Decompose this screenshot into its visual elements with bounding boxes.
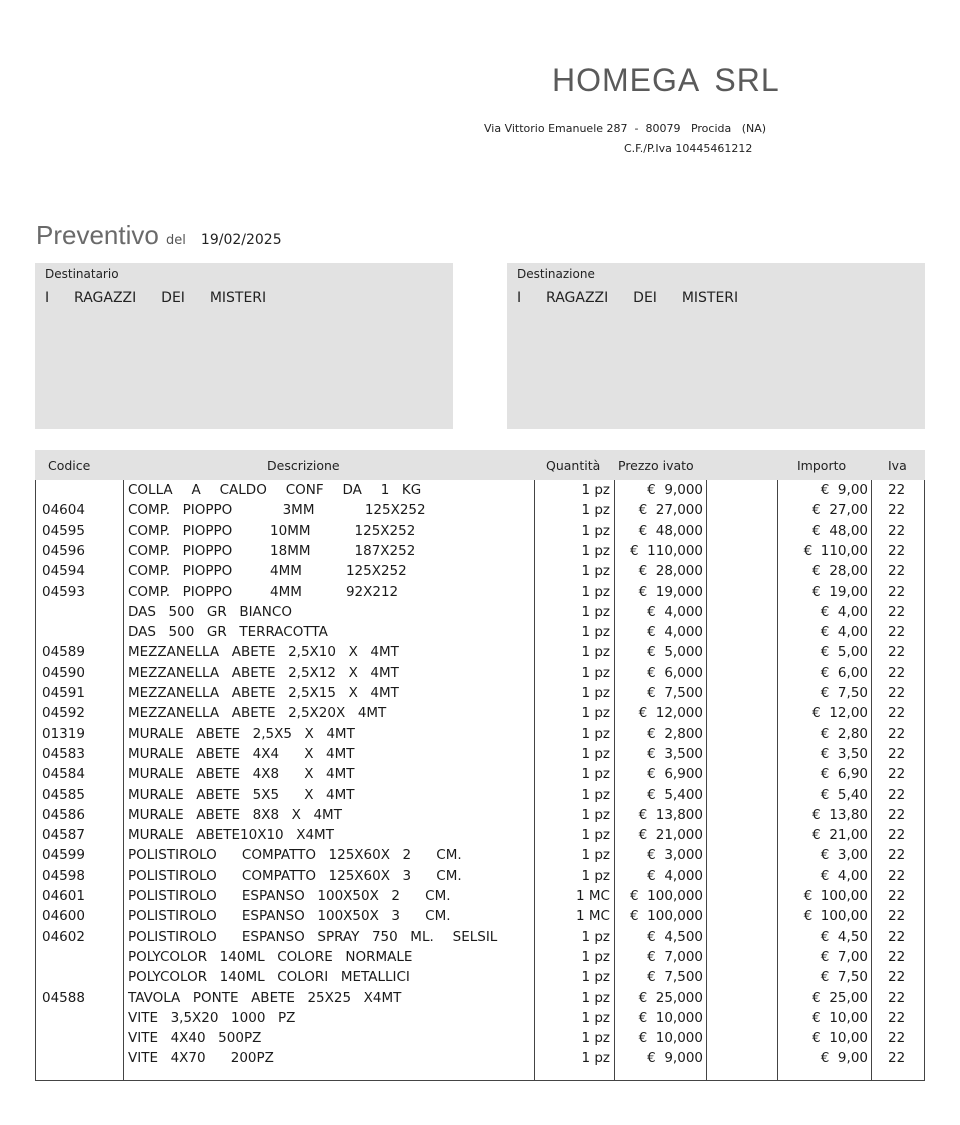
item-code: 04583 <box>42 745 85 762</box>
table-row <box>36 541 924 561</box>
table-row <box>36 703 924 723</box>
item-quantity: 1 pz <box>581 867 610 884</box>
item-code: 04590 <box>42 664 85 681</box>
item-code: 04594 <box>42 563 85 580</box>
item-description: POLISTIROLO COMPATTO 125X60X 2 CM. <box>128 847 462 864</box>
item-price: € 21,000 <box>638 827 703 844</box>
item-description: POLISTIROLO ESPANSO 100X50X 2 CM. <box>128 888 451 904</box>
item-iva: 22 <box>888 948 906 965</box>
item-price: € 4,000 <box>647 603 703 620</box>
item-iva: 22 <box>888 766 906 783</box>
table-header <box>35 450 925 480</box>
item-quantity: 1 pz <box>581 664 610 681</box>
table-row <box>36 886 924 906</box>
item-quantity: 1 pz <box>581 522 610 539</box>
date-prefix: del <box>165 233 186 248</box>
item-code: 04601 <box>42 888 85 904</box>
item-iva: 22 <box>888 1009 906 1026</box>
item-description: COLLA A CALDO CONF DA 1 KG <box>128 482 422 498</box>
item-description: VITE 4X70 200PZ <box>128 1050 274 1067</box>
item-iva: 22 <box>888 542 906 559</box>
table-row <box>36 988 924 1008</box>
item-description: COMP. PIOPPO 10MM 125X252 <box>128 522 416 539</box>
item-amount: € 7,50 <box>820 685 868 701</box>
item-description: POLISTIROLO ESPANSO SPRAY 750 ML. SELSIL <box>128 928 498 945</box>
item-amount: € 27,00 <box>812 502 868 519</box>
destinatario-label: Destinatario <box>45 267 119 281</box>
table-row <box>36 947 924 967</box>
table-row <box>36 642 924 662</box>
table-row <box>36 521 924 541</box>
item-amount: € 4,00 <box>820 867 868 884</box>
item-amount: € 4,00 <box>820 624 868 641</box>
item-iva: 22 <box>888 928 906 945</box>
item-iva: 22 <box>888 482 906 498</box>
item-iva: 22 <box>888 1030 906 1047</box>
item-code: 04588 <box>42 989 85 1006</box>
item-iva: 22 <box>888 705 906 722</box>
item-amount: € 9,00 <box>820 1050 868 1067</box>
item-price: € 28,000 <box>638 563 703 580</box>
item-price: € 100,000 <box>630 908 703 925</box>
item-description: TAVOLA PONTE ABETE 25X25 X4MT <box>128 989 402 1006</box>
item-amount: € 5,00 <box>820 644 868 661</box>
destinazione-label: Destinazione <box>517 267 595 281</box>
table-row <box>36 825 924 845</box>
item-description: MEZZANELLA ABETE 2,5X10 X 4MT <box>128 644 399 661</box>
item-description: MEZZANELLA ABETE 2,5X12 X 4MT <box>128 664 399 681</box>
destinazione-value: I RAGAZZI DEI MISTERI <box>517 290 739 306</box>
item-amount: € 7,00 <box>820 948 868 965</box>
item-iva: 22 <box>888 664 906 681</box>
item-code: 04586 <box>42 806 85 823</box>
item-code: 04587 <box>42 827 85 844</box>
table-row <box>36 906 924 926</box>
item-amount: € 4,00 <box>820 603 868 620</box>
item-amount: € 48,00 <box>812 522 868 539</box>
item-price: € 2,800 <box>647 725 703 742</box>
item-description: COMP. PIOPPO 3MM 125X252 <box>128 502 426 519</box>
item-description: VITE 4X40 500PZ <box>128 1030 262 1047</box>
item-description: COMP. PIOPPO 4MM 125X252 <box>128 563 407 580</box>
table-row <box>36 622 924 642</box>
item-iva: 22 <box>888 867 906 884</box>
item-quantity: 1 pz <box>581 786 610 803</box>
table-row <box>36 663 924 683</box>
item-price: € 48,000 <box>638 522 703 539</box>
table-row <box>36 927 924 947</box>
destinazione-box <box>507 263 925 429</box>
item-description: POLISTIROLO ESPANSO 100X50X 3 CM. <box>128 908 451 925</box>
company-address: Via Vittorio Emanuele 287 - 80079 Procida (NA) <box>484 122 767 135</box>
table-row <box>36 967 924 987</box>
table-row <box>36 602 924 622</box>
item-quantity: 1 pz <box>581 624 610 641</box>
item-quantity: 1 MC <box>576 888 610 904</box>
item-code: 04600 <box>42 908 85 925</box>
item-quantity: 1 pz <box>581 705 610 722</box>
item-price: € 3,000 <box>647 847 703 864</box>
item-quantity: 1 pz <box>581 482 610 498</box>
item-code: 04591 <box>42 685 85 701</box>
item-quantity: 1 pz <box>581 969 610 986</box>
item-amount: € 6,00 <box>820 664 868 681</box>
item-quantity: 1 MC <box>576 908 610 925</box>
item-price: € 25,000 <box>638 989 703 1006</box>
item-iva: 22 <box>888 583 906 600</box>
table-row <box>36 866 924 886</box>
item-amount: € 13,80 <box>812 806 868 823</box>
item-iva: 22 <box>888 603 906 620</box>
item-iva: 22 <box>888 725 906 742</box>
company-vat: C.F./P.Iva 10445461212 <box>624 142 753 155</box>
item-price: € 4,500 <box>647 928 703 945</box>
item-description: MURALE ABETE10X10 X4MT <box>128 827 334 844</box>
item-description: POLYCOLOR 140ML COLORI METALLICI <box>128 969 410 986</box>
item-amount: € 21,00 <box>812 827 868 844</box>
item-code: 04604 <box>42 502 85 519</box>
item-description: DAS 500 GR BIANCO <box>128 603 292 620</box>
document-title <box>36 220 282 251</box>
item-amount: € 19,00 <box>812 583 868 600</box>
item-quantity: 1 pz <box>581 948 610 965</box>
item-code: 04589 <box>42 644 85 661</box>
item-code: 01319 <box>42 725 85 742</box>
destinatario-value: I RAGAZZI DEI MISTERI <box>45 290 267 306</box>
table-row <box>36 845 924 865</box>
item-amount: € 6,90 <box>820 766 868 783</box>
table-row <box>36 480 924 500</box>
table-row <box>36 683 924 703</box>
item-amount: € 9,00 <box>820 482 868 498</box>
item-iva: 22 <box>888 989 906 1006</box>
item-iva: 22 <box>888 644 906 661</box>
item-iva: 22 <box>888 888 906 904</box>
item-price: € 4,000 <box>647 624 703 641</box>
item-code: 04592 <box>42 705 85 722</box>
item-amount: € 100,00 <box>803 908 868 925</box>
item-amount: € 3,00 <box>820 847 868 864</box>
item-amount: € 12,00 <box>812 705 868 722</box>
item-iva: 22 <box>888 806 906 823</box>
table-row <box>36 785 924 805</box>
item-quantity: 1 pz <box>581 847 610 864</box>
item-price: € 27,000 <box>638 502 703 519</box>
item-quantity: 1 pz <box>581 766 610 783</box>
table-row <box>36 724 924 744</box>
item-price: € 9,000 <box>647 1050 703 1067</box>
item-price: € 13,800 <box>638 806 703 823</box>
item-price: € 100,000 <box>630 888 703 904</box>
items-table <box>35 450 925 1082</box>
item-price: € 7,500 <box>647 685 703 701</box>
item-code: 04602 <box>42 928 85 945</box>
table-row <box>36 1048 924 1068</box>
item-price: € 5,000 <box>647 644 703 661</box>
item-code: 04596 <box>42 542 85 559</box>
item-price: € 10,000 <box>638 1030 703 1047</box>
item-amount: € 28,00 <box>812 563 868 580</box>
table-row <box>36 764 924 784</box>
item-description: MURALE ABETE 4X8 X 4MT <box>128 766 355 783</box>
item-amount: € 110,00 <box>803 542 868 559</box>
company-name: HOMEGA SRL <box>552 62 780 98</box>
header-iva: Iva <box>888 458 907 473</box>
table-row <box>36 1028 924 1048</box>
table-row <box>36 500 924 520</box>
item-quantity: 1 pz <box>581 827 610 844</box>
item-price: € 4,000 <box>647 867 703 884</box>
item-amount: € 10,00 <box>812 1030 868 1047</box>
item-iva: 22 <box>888 522 906 539</box>
item-quantity: 1 pz <box>581 989 610 1006</box>
item-amount: € 7,50 <box>820 969 868 986</box>
item-code: 04585 <box>42 786 85 803</box>
item-quantity: 1 pz <box>581 928 610 945</box>
item-quantity: 1 pz <box>581 563 610 580</box>
item-price: € 10,000 <box>638 1009 703 1026</box>
item-description: COMP. PIOPPO 4MM 92X212 <box>128 583 399 600</box>
item-quantity: 1 pz <box>581 725 610 742</box>
item-quantity: 1 pz <box>581 502 610 519</box>
item-price: € 9,000 <box>647 482 703 498</box>
item-iva: 22 <box>888 563 906 580</box>
item-amount: € 4,50 <box>820 928 868 945</box>
item-description: MEZZANELLA ABETE 2,5X20X 4MT <box>128 705 387 722</box>
header-code: Codice <box>48 458 91 473</box>
item-price: € 6,900 <box>647 766 703 783</box>
item-code: 04584 <box>42 766 85 783</box>
item-code: 04598 <box>42 867 85 884</box>
item-description: DAS 500 GR TERRACOTTA <box>128 624 328 641</box>
item-iva: 22 <box>888 685 906 701</box>
item-price: € 12,000 <box>638 705 703 722</box>
item-amount: € 3,50 <box>820 745 868 762</box>
item-amount: € 2,80 <box>820 725 868 742</box>
table-row <box>36 1008 924 1028</box>
table-row <box>36 805 924 825</box>
item-code: 04593 <box>42 583 85 600</box>
item-quantity: 1 pz <box>581 644 610 661</box>
item-amount: € 5,40 <box>820 786 868 803</box>
table-row <box>36 582 924 602</box>
item-iva: 22 <box>888 1050 906 1067</box>
item-iva: 22 <box>888 908 906 925</box>
item-description: POLYCOLOR 140ML COLORE NORMALE <box>128 948 413 965</box>
item-amount: € 25,00 <box>812 989 868 1006</box>
item-quantity: 1 pz <box>581 603 610 620</box>
destinatario-box <box>35 263 453 429</box>
item-iva: 22 <box>888 745 906 762</box>
item-description: MURALE ABETE 4X4 X 4MT <box>128 745 355 762</box>
item-quantity: 1 pz <box>581 1030 610 1047</box>
table-row <box>36 744 924 764</box>
item-amount: € 10,00 <box>812 1009 868 1026</box>
item-description: MURALE ABETE 8X8 X 4MT <box>128 806 342 823</box>
item-amount: € 100,00 <box>803 888 868 904</box>
table-body <box>35 480 925 1081</box>
item-quantity: 1 pz <box>581 1009 610 1026</box>
item-quantity: 1 pz <box>581 1050 610 1067</box>
item-price: € 3,500 <box>647 745 703 762</box>
item-iva: 22 <box>888 624 906 641</box>
item-description: COMP. PIOPPO 18MM 187X252 <box>128 542 416 559</box>
header-description: Descrizione <box>267 458 340 473</box>
item-price: € 7,000 <box>647 948 703 965</box>
header-price: Prezzo ivato <box>618 458 694 473</box>
header-quantity: Quantità <box>546 458 601 473</box>
item-iva: 22 <box>888 827 906 844</box>
item-description: MURALE ABETE 2,5X5 X 4MT <box>128 725 355 742</box>
table-row <box>36 561 924 581</box>
item-price: € 110,000 <box>630 542 703 559</box>
item-iva: 22 <box>888 786 906 803</box>
header-amount: Importo <box>797 458 847 473</box>
item-iva: 22 <box>888 502 906 519</box>
item-price: € 7,500 <box>647 969 703 986</box>
item-quantity: 1 pz <box>581 745 610 762</box>
item-iva: 22 <box>888 969 906 986</box>
item-price: € 6,000 <box>647 664 703 681</box>
item-description: MEZZANELLA ABETE 2,5X15 X 4MT <box>128 685 399 701</box>
item-price: € 19,000 <box>638 583 703 600</box>
item-quantity: 1 pz <box>581 806 610 823</box>
item-description: POLISTIROLO COMPATTO 125X60X 3 CM. <box>128 867 462 884</box>
document-date: 19/02/2025 <box>200 232 282 248</box>
item-quantity: 1 pz <box>581 542 610 559</box>
item-code: 04595 <box>42 522 85 539</box>
item-description: VITE 3,5X20 1000 PZ <box>128 1009 296 1026</box>
item-quantity: 1 pz <box>581 685 610 701</box>
item-description: MURALE ABETE 5X5 X 4MT <box>128 786 355 803</box>
item-price: € 5,400 <box>647 786 703 803</box>
document-type: Preventivo <box>36 220 159 250</box>
item-iva: 22 <box>888 847 906 864</box>
item-code: 04599 <box>42 847 85 864</box>
item-quantity: 1 pz <box>581 583 610 600</box>
